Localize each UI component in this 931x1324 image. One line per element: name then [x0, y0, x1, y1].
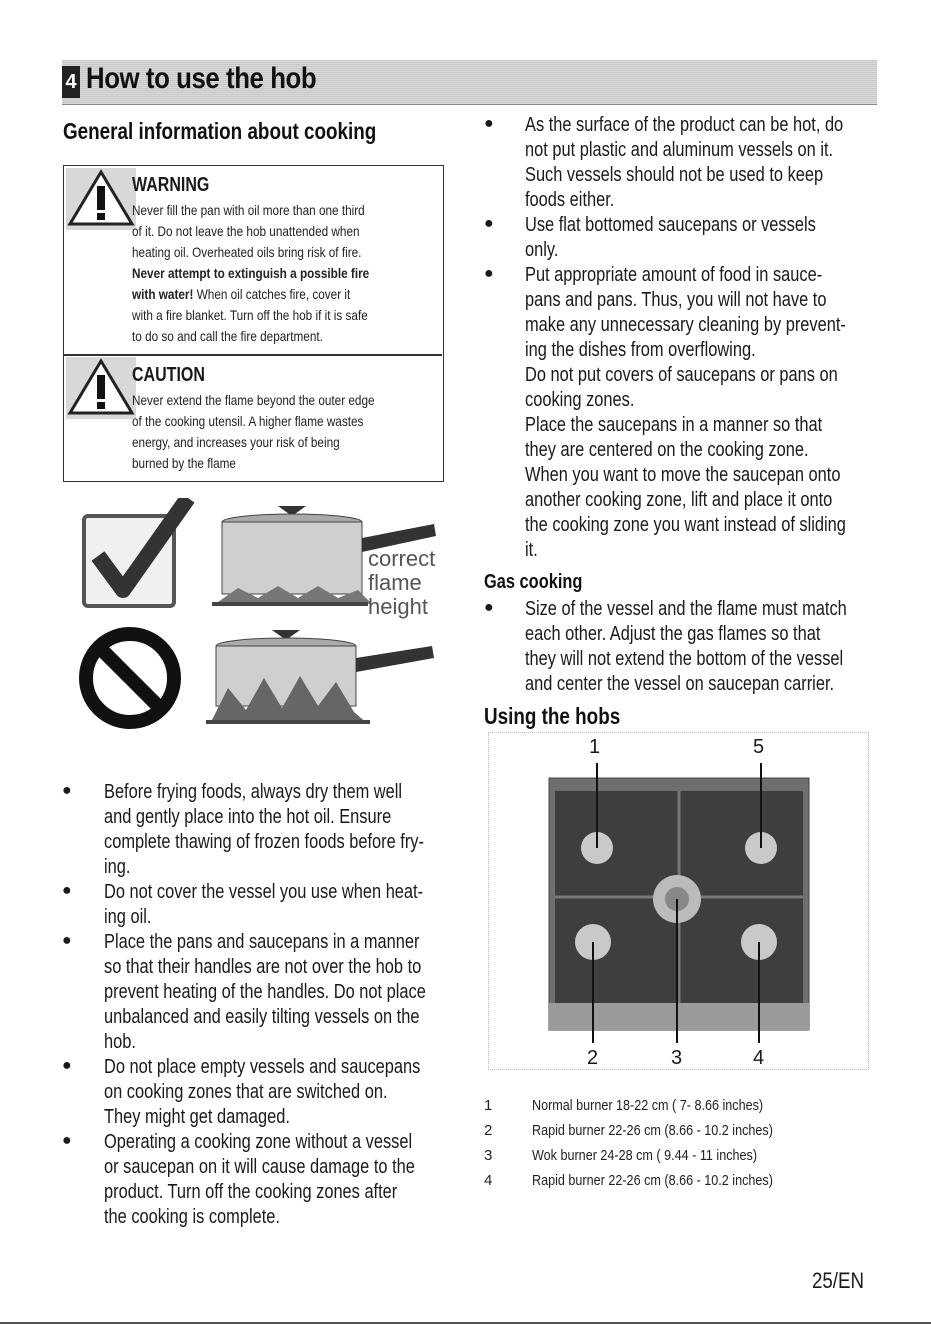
list-item: ● Do not place empty vessels and saucepans on cooking zones that are switched on. They might get damaged. [62, 1056, 421, 1128]
box-divider [64, 354, 442, 356]
page-number: 25/EN [812, 1268, 864, 1293]
right-bullet-list [484, 113, 884, 563]
section-title: How to use the hob [86, 62, 317, 95]
caution-text: Never extend the flame beyond the outer edge of the cooking utensil. A higher flame wastes energy, and increases your risk of being burned by the flame [132, 392, 375, 471]
list-item: ● Use flat bottomed saucepans or vessels only. [484, 214, 816, 261]
list-item: ● Do not cover the vessel you use when heat- ing oil. [62, 881, 424, 928]
warning-title: WARNING [132, 174, 210, 196]
callout-3: 3 [671, 1047, 683, 1069]
callout-1: 1 [589, 736, 601, 758]
burner-legend [484, 1093, 819, 1193]
warning-text: Never fill the pan with oil more than one third of it. Do not leave the hob unattended when heating oil. Overheated oils bring risk of fire. Never attempt to extinguish a possible fire with water! When oil catches fire, cover it with a fire blanket. Turn off the hob if it is safe to do so and call the fire department. [132, 202, 370, 344]
bullet-icon: ● [484, 599, 494, 616]
list-item: ● As the surface of the product can be hot, do not put plastic and aluminum vessels on it. Such vessels should not be used to keep foods either. [484, 114, 844, 211]
legend-row: 1 Normal burner 18-22 cm ( 7- 8.66 inches) [484, 1097, 764, 1114]
bullet-icon: ● [484, 115, 494, 132]
hob-illustration [489, 733, 870, 1071]
general-info-heading: General information about cooking [63, 118, 377, 144]
list-item: ● Place the pans and saucepans in a manner so that their handles are not over the hob to prevent heating of the handles. Do not place unbalanced and easily tilting vessels on the hob. [62, 931, 426, 1053]
flame-height-figure [78, 498, 450, 738]
callout-2: 2 [587, 1047, 599, 1069]
bullet-icon: ● [484, 215, 494, 232]
bullet-icon: ● [62, 782, 72, 799]
figure-label-flame: flame [368, 570, 422, 595]
list-item: ● Before frying foods, always dry them well and gently place into the hot oil. Ensure complete thawing of frozen foods before fry- ing. [62, 781, 424, 878]
callout-4: 4 [753, 1047, 765, 1069]
figure-label-correct: correct [368, 546, 436, 571]
pan-incorrect [206, 630, 434, 724]
list-item: ● Operating a cooking zone without a vessel or saucepan on it will cause damage to the product. Turn off the cooking zones after the cooking is complete. [62, 1131, 415, 1228]
check-icon [84, 498, 188, 606]
bullet-icon: ● [62, 1057, 72, 1074]
prohibited-icon [86, 634, 174, 722]
legend-row: 3 Wok burner 24-28 cm ( 9.44 - 11 inches) [484, 1147, 758, 1164]
callout-5: 5 [753, 736, 765, 758]
bullet-icon: ● [62, 932, 72, 949]
bullet-icon: ● [62, 1132, 72, 1149]
left-bullet-list [62, 780, 462, 1230]
gas-cooking-heading: Gas cooking [484, 571, 583, 593]
using-hobs-heading: Using the hobs [484, 703, 621, 729]
gas-cooking-item: ● Size of the vessel and the flame must match each other. Adjust the gas flames so that they will not extend the bottom of the vessel and center the vessel on saucepan carrier. [484, 598, 847, 695]
figure-label-height: height [368, 594, 428, 619]
legend-row: 2 Rapid burner 22-26 cm (8.66 - 10.2 inches) [484, 1122, 773, 1139]
bullet-icon: ● [484, 265, 494, 282]
bullet-icon: ● [62, 882, 72, 899]
caution-triangle-icon [66, 357, 136, 419]
legend-row: 4 Rapid burner 22-26 cm (8.66 - 10.2 inches) [484, 1172, 773, 1189]
section-number: 4 [62, 66, 80, 98]
list-item: ● Put appropriate amount of food in sauce- pans and pans. Thus, you will not have to make any unnecessary cleaning by prevent- ing the dishes from overflowing. Do not put covers of saucepans or pans on cooking zones. Place the saucepans in a manner so that they are centered on the cooking zone. When you want to move the saucepan onto another cooking zone, lift and place it onto the cooking zone you want instead of sliding it. [484, 264, 846, 561]
warning-triangle-icon [66, 168, 136, 230]
caution-title: CAUTION [132, 364, 205, 386]
hob-diagram [488, 732, 869, 1070]
